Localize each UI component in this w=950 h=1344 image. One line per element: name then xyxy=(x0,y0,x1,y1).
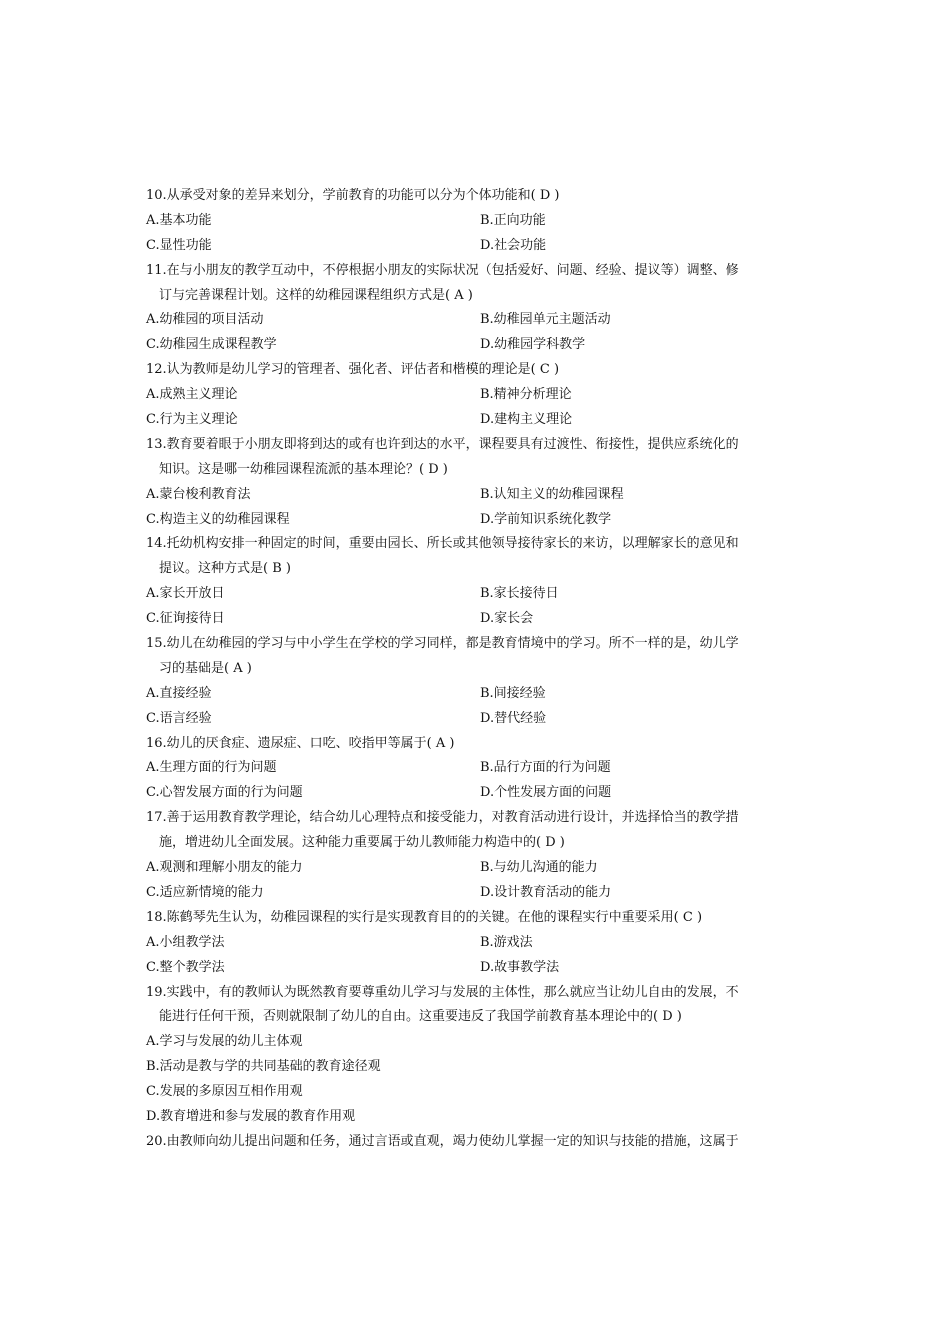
answer-option: D.教育增进和参与发展的教育作用观 xyxy=(146,1108,356,1124)
option-row xyxy=(146,781,806,806)
answer-option: C.构造主义的幼稚园课程 xyxy=(146,511,290,527)
question-stem: 11.在与小朋友的教学互动中，不停根据小朋友的实际状况（包括爱好、问题、经验、提议等）调整、修 xyxy=(146,262,739,278)
answer-option: C.显性功能 xyxy=(146,237,212,253)
question-stem: 16.幼儿的厌食症、遗尿症、口吃、咬指甲等属于( A ) xyxy=(146,735,455,751)
question-stem: 10.从承受对象的差异来划分，学前教育的功能可以分为个体功能和( D ) xyxy=(146,188,560,203)
option-row xyxy=(146,483,806,508)
answer-option: B.游戏法 xyxy=(480,934,533,950)
answer-option: B.与幼儿沟通的能力 xyxy=(480,860,598,876)
option-row xyxy=(146,383,806,408)
option-row xyxy=(146,956,806,981)
question-stem: 18.陈鹤琴先生认为，幼稚园课程的实行是实现教育目的的关键。在他的课程实行中重要采用( C ) xyxy=(146,909,703,925)
option-row xyxy=(146,408,806,433)
question-block xyxy=(146,259,806,359)
question-stem: 19.实践中，有的教师认为既然教育要尊重幼儿学习与发展的主体性，那么就应当让幼儿自由的发展，不 xyxy=(146,984,739,1000)
answer-option: C.行为主义理论 xyxy=(146,412,238,428)
exam-page xyxy=(146,184,806,1155)
answer-option: B.间接经验 xyxy=(480,685,546,701)
answer-option: B.精神分析理论 xyxy=(480,387,572,403)
question-block xyxy=(146,732,806,807)
answer-option: A.幼稚园的项目活动 xyxy=(146,312,264,328)
question-block xyxy=(146,632,806,732)
answer-option: D.替代经验 xyxy=(480,710,547,726)
answer-option: A.蒙台梭利教育法 xyxy=(146,486,251,502)
answer-option: A.小组教学法 xyxy=(146,934,225,950)
answer-option: A.成熟主义理论 xyxy=(146,387,238,403)
answer-option: A.基本功能 xyxy=(146,212,212,228)
question-block xyxy=(146,981,806,1130)
option-row xyxy=(146,508,806,533)
answer-option: D.家长会 xyxy=(480,611,534,627)
question-block xyxy=(146,358,806,433)
answer-option: B.认知主义的幼稚园课程 xyxy=(480,486,624,502)
option-row xyxy=(146,209,806,234)
question-stem-continued: 订与完善课程计划。这样的幼稚园课程组织方式是( A ) xyxy=(159,287,473,303)
answer-option: A.观测和理解小朋友的能力 xyxy=(146,860,303,876)
answer-option: A.家长开放日 xyxy=(146,586,225,602)
answer-option: B.家长接待日 xyxy=(480,586,559,602)
answer-option: D.社会功能 xyxy=(480,237,547,253)
question-stem: 14.托幼机构安排一种固定的时间，重要由园长、所长或其他领导接待家长的来访，以理解家长的意见和 xyxy=(146,536,739,552)
option-row xyxy=(146,931,806,956)
option-row xyxy=(146,682,806,707)
answer-option: A.学习与发展的幼儿主体观 xyxy=(146,1034,303,1050)
question-block xyxy=(146,184,806,259)
answer-option: C.适应新情境的能力 xyxy=(146,884,264,900)
answer-option: A.直接经验 xyxy=(146,685,212,701)
question-stem-continued: 知识。这是哪一幼稚园课程流派的基本理论？( D ) xyxy=(159,461,448,477)
question-block xyxy=(146,532,806,632)
question-stem-continued: 施，增进幼儿全面发展。这种能力重要属于幼儿教师能力构造中的( D ) xyxy=(159,835,565,851)
answer-option: C.语言经验 xyxy=(146,710,212,726)
option-row xyxy=(146,856,806,881)
answer-option: B.品行方面的行为问题 xyxy=(480,760,611,776)
option-row xyxy=(146,308,806,333)
question-stem-continued: 习的基础是( A ) xyxy=(159,660,252,676)
answer-option: B.幼稚园单元主题活动 xyxy=(480,312,611,328)
option-row xyxy=(146,756,806,781)
question-block xyxy=(146,806,806,906)
option-row xyxy=(146,881,806,906)
option-row xyxy=(146,607,806,632)
answer-option: B.正向功能 xyxy=(480,212,546,228)
question-block xyxy=(146,1130,806,1155)
option-row xyxy=(146,707,806,732)
question-block xyxy=(146,906,806,981)
answer-option: D.建构主义理论 xyxy=(480,412,573,428)
answer-option: D.幼稚园学科教学 xyxy=(480,337,586,353)
answer-option: C.心智发展方面的行为问题 xyxy=(146,785,303,801)
option-row xyxy=(146,333,806,358)
question-block xyxy=(146,433,806,533)
answer-option: C.整个教学法 xyxy=(146,959,225,975)
answer-option: C.幼稚园生成课程教学 xyxy=(146,337,277,353)
answer-option: D.故事教学法 xyxy=(480,959,560,975)
answer-option: C.发展的多原因互相作用观 xyxy=(146,1084,303,1100)
question-stem: 15.幼儿在幼稚园的学习与中小学生在学校的学习同样，都是教育情境中的学习。所不一样的是，幼儿学 xyxy=(146,636,739,652)
answer-option: C.征询接待日 xyxy=(146,611,225,627)
question-stem: 13.教育要着眼于小朋友即将到达的或有也许到达的水平，课程要具有过渡性、衔接性，提供应系统化的 xyxy=(146,436,739,452)
option-row xyxy=(146,234,806,259)
question-stem-continued: 提议。这种方式是( B ) xyxy=(159,561,291,577)
option-row xyxy=(146,582,806,607)
question-stem: 20.由教师向幼儿提出问题和任务，通过言语或直观，竭力使幼儿掌握一定的知识与技能的措施，这属于 xyxy=(146,1133,739,1149)
answer-option: D.个性发展方面的问题 xyxy=(480,785,612,801)
answer-option: D.设计教育活动的能力 xyxy=(480,884,612,900)
answer-option: D.学前知识系统化教学 xyxy=(480,511,612,527)
question-stem: 17.善于运用教育教学理论，结合幼儿心理特点和接受能力，对教育活动进行设计，并选择恰当的教学措 xyxy=(146,810,739,826)
question-stem-continued: 能进行任何干预，否则就限制了幼儿的自由。这重要违反了我国学前教育基本理论中的( D ) xyxy=(159,1009,682,1025)
question-stem: 12.认为教师是幼儿学习的管理者、强化者、评估者和楷模的理论是( C ) xyxy=(146,362,560,378)
answer-option: A.生理方面的行为问题 xyxy=(146,760,277,776)
answer-option: B.活动是教与学的共同基础的教育途径观 xyxy=(146,1059,381,1075)
